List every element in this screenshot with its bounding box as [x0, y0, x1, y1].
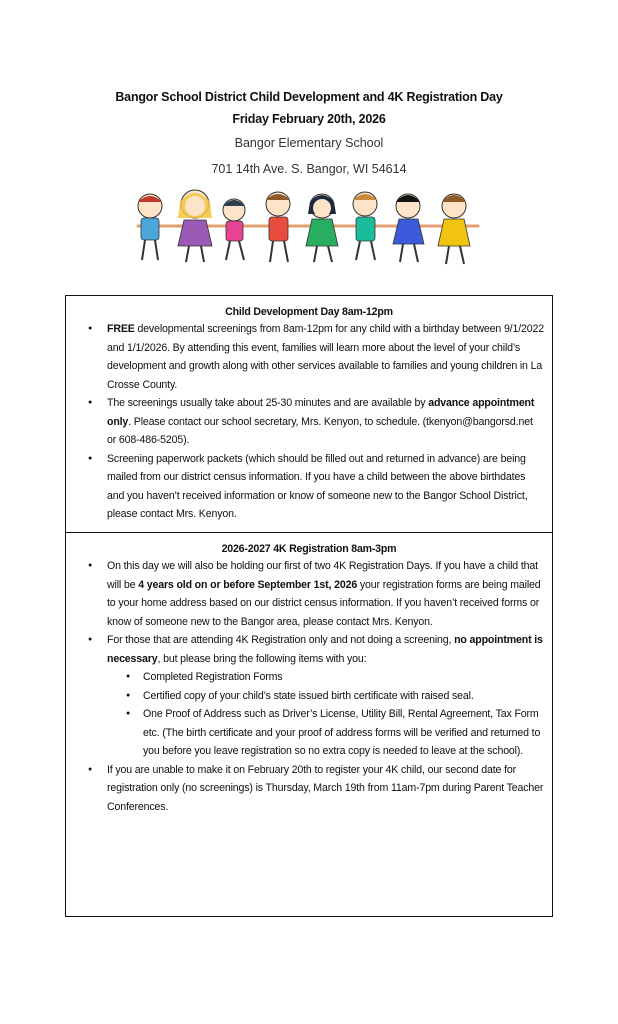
- item-text: developmental screenings from 8am-12pm for any child with a birthday between 9/1/2022 and 1/1/2026. By attending this event, families will learn more about the level of your child’s development and growth along with other services available to families and young children in La Crosse County.: [107, 323, 544, 391]
- item-text: If you are unable to make it on February 20th to register your 4K child, our second date for registration only (no screenings) is Thursday, March 19th from 11am-7pm during Parent Teacher Conferences.: [107, 763, 544, 813]
- item-text: your registration forms are being mailed to your home address based on our district census information. If you haven’t received forms or know of someone new to the Bangor area, please contact Mrs. Kenyon.: [107, 578, 541, 628]
- list-item: [66, 761, 552, 817]
- sub-list-item: ● Certified copy of your child’s state issued birth certificate with raised seal.: [66, 687, 552, 706]
- bullet-list: [66, 320, 552, 524]
- sub-list-item: ● Completed Registration Forms: [66, 668, 552, 687]
- item-text: Screening paperwork packets (which should be filled out and returned in advance) are being mailed from our district census information. If you have a child between the above birthdates and you haven’t received information or know of someone new to the Bangor School District, please contact Mrs. Kenyon.: [107, 452, 528, 520]
- child-figure: [223, 199, 245, 260]
- 4k-registration-section: [65, 532, 553, 917]
- children-holding-hands-illustration: [128, 188, 490, 270]
- child-figure: [266, 192, 290, 262]
- list-item: [66, 631, 552, 668]
- list-item: [66, 320, 552, 394]
- item-text: On this day we will also be holding our first of two 4K Registration Days. If you have a child that will be: [107, 560, 538, 591]
- list-item: [66, 557, 552, 631]
- sub-list-item: ● One Proof of Address such as Driver’s License, Utility Bill, Rental Agreement, Tax Form etc. (The birth certificate and your proof of address forms will be verified and returned to you before you leave registration so no extra copy is needed to leave at the school).: [66, 705, 552, 761]
- child-figure: [438, 194, 470, 264]
- bold-text: no appointment is necessary: [107, 634, 543, 665]
- section-title: Child Development Day 8am-12pm: [225, 306, 393, 318]
- school-address: 701 14th Ave. S. Bangor, WI 54614: [211, 162, 407, 176]
- child-figure: [306, 194, 338, 262]
- child-figure: [393, 194, 424, 262]
- child-figure: [138, 194, 162, 260]
- item-text: . Please contact our school secretary, Mrs. Kenyon, to schedule. (tkenyon@bangorsd.net or 608-486-5205).: [107, 415, 533, 446]
- event-date: Friday February 20th, 2026: [232, 112, 386, 126]
- list-item: [66, 394, 552, 450]
- child-development-section: [65, 295, 553, 533]
- bold-text: 4 years old on or before September 1st, 2026: [138, 578, 358, 591]
- document-header: [0, 86, 618, 182]
- item-text: For those that are attending 4K Registration only and not doing a screening,: [107, 634, 455, 646]
- school-name: Bangor Elementary School: [234, 136, 384, 150]
- bold-text: advance appointment only: [107, 397, 535, 428]
- child-figure: [353, 192, 377, 260]
- item-text: The screenings usually take about 25-30 minutes and are available by: [107, 397, 429, 409]
- list-item: [66, 450, 552, 524]
- child-figure: [178, 190, 212, 262]
- item-text: , but please bring the following items with you:: [157, 652, 367, 665]
- event-title: Bangor School District Child Development and 4K Registration Day: [115, 90, 503, 104]
- bold-text: FREE: [107, 323, 135, 335]
- section-title: 2026-2027 4K Registration 8am-3pm: [221, 543, 397, 555]
- bullet-list: [66, 557, 552, 816]
